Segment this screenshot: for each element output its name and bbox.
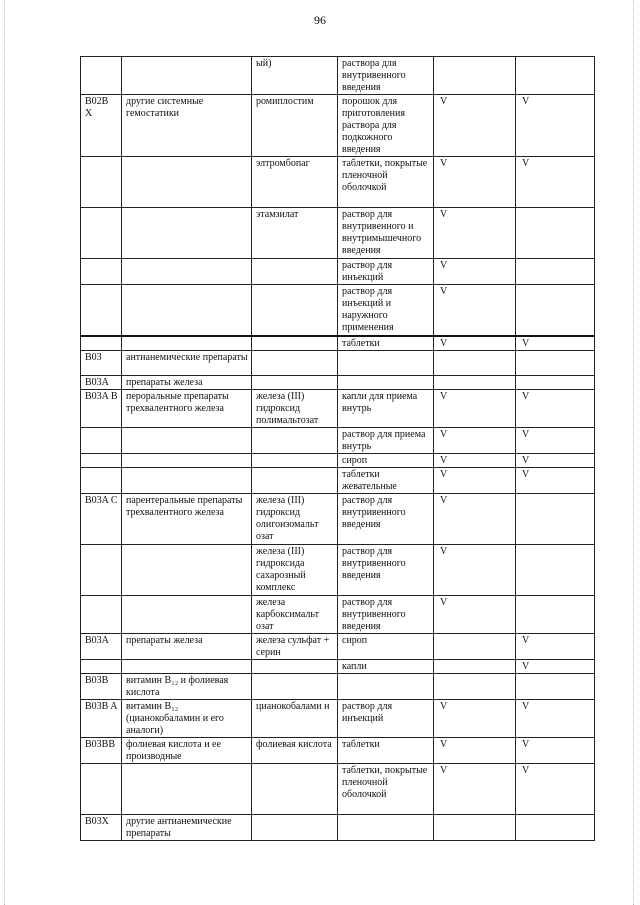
row-mark-col6-cell: V — [516, 633, 595, 659]
table-row — [81, 389, 595, 427]
row-substance-cell — [252, 467, 338, 493]
row-substance-cell: железа сульфат + серин — [252, 633, 338, 659]
row-mark-col6-cell: V — [516, 699, 595, 737]
table-row — [81, 763, 595, 814]
row-code-cell — [81, 259, 122, 285]
row-mark-col6-cell — [516, 350, 595, 375]
table-row — [81, 336, 595, 351]
row-code-cell — [81, 467, 122, 493]
row-substance-cell — [252, 659, 338, 673]
table-row — [81, 259, 595, 285]
row-mark-col6-cell: V — [516, 389, 595, 427]
row-group-cell — [122, 336, 252, 351]
row-mark-col6-cell — [516, 285, 595, 336]
row-mark-col5-cell — [434, 814, 516, 840]
row-substance-cell: ый) — [252, 57, 338, 95]
row-group-cell — [122, 57, 252, 95]
row-mark-col5-cell: V — [434, 157, 516, 208]
row-mark-col6-cell: V — [516, 659, 595, 673]
row-mark-col6-cell: V — [516, 336, 595, 351]
row-mark-col5-cell: V — [434, 95, 516, 157]
row-code-cell — [81, 285, 122, 336]
row-mark-col6-cell — [516, 673, 595, 699]
row-mark-col6-cell — [516, 259, 595, 285]
row-group-cell: витамин B₁₂ (цианокобаламин и его аналоги) — [122, 699, 252, 737]
row-dosage-form-cell: таблетки, покрытые пленочной оболочкой — [338, 763, 434, 814]
row-mark-col6-cell — [516, 595, 595, 633]
row-substance-cell — [252, 285, 338, 336]
row-code-cell: B03B — [81, 673, 122, 699]
row-dosage-form-cell: раствор для внутривенного введения — [338, 544, 434, 595]
row-mark-col6-cell — [516, 493, 595, 544]
row-substance-cell — [252, 673, 338, 699]
row-group-cell — [122, 595, 252, 633]
row-group-cell: фолиевая кислота и ее производные — [122, 737, 252, 763]
row-substance-cell: фолиевая кислота — [252, 737, 338, 763]
row-group-cell — [122, 157, 252, 208]
table-row — [81, 157, 595, 208]
table-row — [81, 350, 595, 375]
row-dosage-form-cell — [338, 814, 434, 840]
row-substance-cell: ромиплостим — [252, 95, 338, 157]
row-group-cell: парентеральные препараты трехвалентного железа — [122, 493, 252, 544]
row-code-cell — [81, 336, 122, 351]
row-mark-col5-cell — [434, 673, 516, 699]
table-row — [81, 659, 595, 673]
row-code-cell — [81, 427, 122, 453]
row-dosage-form-cell: раствор для инъекций — [338, 699, 434, 737]
row-mark-col5-cell: V — [434, 336, 516, 351]
row-group-cell — [122, 467, 252, 493]
row-dosage-form-cell: таблетки жевательные — [338, 467, 434, 493]
row-group-cell — [122, 259, 252, 285]
row-group-cell: витамин B₁₂ и фолиевая кислота — [122, 673, 252, 699]
row-mark-col6-cell: V — [516, 427, 595, 453]
row-code-cell: B03A — [81, 375, 122, 389]
table-row — [81, 633, 595, 659]
row-mark-col6-cell — [516, 544, 595, 595]
row-substance-cell: железа (III) гидроксида сахарозный комплекс — [252, 544, 338, 595]
row-mark-col5-cell: V — [434, 763, 516, 814]
row-mark-col5-cell: V — [434, 285, 516, 336]
row-code-cell — [81, 453, 122, 467]
row-mark-col5-cell: V — [434, 259, 516, 285]
row-mark-col6-cell — [516, 208, 595, 259]
row-mark-col6-cell: V — [516, 453, 595, 467]
row-dosage-form-cell: порошок для приготовления раствора для подкожного введения — [338, 95, 434, 157]
row-dosage-form-cell: раствор для приема внутрь — [338, 427, 434, 453]
row-substance-cell: этамзилат — [252, 208, 338, 259]
table-row — [81, 57, 595, 95]
row-code-cell — [81, 544, 122, 595]
table-row — [81, 453, 595, 467]
row-dosage-form-cell: раствор для внутривенного введения — [338, 595, 434, 633]
row-mark-col6-cell: V — [516, 737, 595, 763]
row-group-cell: препараты железа — [122, 633, 252, 659]
row-dosage-form-cell — [338, 375, 434, 389]
row-group-cell — [122, 285, 252, 336]
row-group-cell: другие антианемические препараты — [122, 814, 252, 840]
row-substance-cell — [252, 259, 338, 285]
row-mark-col5-cell — [434, 57, 516, 95]
table-row — [81, 595, 595, 633]
row-substance-cell — [252, 375, 338, 389]
row-code-cell — [81, 208, 122, 259]
row-group-cell — [122, 659, 252, 673]
row-mark-col5-cell: V — [434, 595, 516, 633]
row-dosage-form-cell: раствор для внутривенного введения — [338, 493, 434, 544]
scan-edge-right — [633, 0, 634, 905]
table-row — [81, 208, 595, 259]
table-row — [81, 699, 595, 737]
row-code-cell: B03B A — [81, 699, 122, 737]
row-dosage-form-cell: капли для приема внутрь — [338, 389, 434, 427]
row-mark-col6-cell: V — [516, 157, 595, 208]
page-number: 96 — [314, 13, 326, 27]
drug-table-body — [81, 57, 595, 841]
table-row — [81, 375, 595, 389]
table-row — [81, 814, 595, 840]
row-dosage-form-cell — [338, 673, 434, 699]
row-dosage-form-cell: таблетки, покрытые пленочной оболочкой — [338, 157, 434, 208]
row-mark-col6-cell: V — [516, 763, 595, 814]
table-row — [81, 544, 595, 595]
row-code-cell: B03X — [81, 814, 122, 840]
row-dosage-form-cell: сироп — [338, 453, 434, 467]
row-dosage-form-cell: сироп — [338, 633, 434, 659]
row-dosage-form-cell — [338, 350, 434, 375]
row-mark-col5-cell: V — [434, 427, 516, 453]
row-mark-col6-cell — [516, 814, 595, 840]
row-group-cell: препараты железа — [122, 375, 252, 389]
row-code-cell — [81, 57, 122, 95]
row-dosage-form-cell: раствора для внутривенного введения — [338, 57, 434, 95]
row-dosage-form-cell: раствор для инъекций и наружного применения — [338, 285, 434, 336]
row-mark-col5-cell: V — [434, 208, 516, 259]
row-dosage-form-cell: раствор для внутривенного и внутримышечного введения — [338, 208, 434, 259]
row-substance-cell: железа карбоксимальт озат — [252, 595, 338, 633]
row-dosage-form-cell: таблетки — [338, 737, 434, 763]
row-code-cell: B03A — [81, 633, 122, 659]
row-mark-col5-cell: V — [434, 453, 516, 467]
row-dosage-form-cell: раствор для инъекций — [338, 259, 434, 285]
row-code-cell — [81, 595, 122, 633]
row-mark-col6-cell: V — [516, 467, 595, 493]
row-group-cell — [122, 453, 252, 467]
row-code-cell — [81, 659, 122, 673]
row-substance-cell — [252, 350, 338, 375]
row-group-cell: антианемические препараты — [122, 350, 252, 375]
row-code-cell — [81, 763, 122, 814]
row-mark-col6-cell — [516, 57, 595, 95]
row-substance-cell — [252, 453, 338, 467]
row-group-cell: пероральные препараты трехвалентного железа — [122, 389, 252, 427]
row-mark-col6-cell — [516, 375, 595, 389]
row-mark-col5-cell: V — [434, 737, 516, 763]
row-group-cell — [122, 544, 252, 595]
table-row — [81, 285, 595, 336]
row-mark-col5-cell: V — [434, 699, 516, 737]
row-code-cell — [81, 157, 122, 208]
row-group-cell — [122, 208, 252, 259]
table-row — [81, 467, 595, 493]
row-dosage-form-cell: капли — [338, 659, 434, 673]
row-substance-cell — [252, 763, 338, 814]
row-code-cell: B03 — [81, 350, 122, 375]
row-substance-cell: цианокобалами н — [252, 699, 338, 737]
row-code-cell: B03A B — [81, 389, 122, 427]
row-substance-cell: элтромбопаг — [252, 157, 338, 208]
row-substance-cell: железа (III) гидроксид олигоизомальт озат — [252, 493, 338, 544]
row-mark-col5-cell — [434, 350, 516, 375]
row-mark-col5-cell — [434, 659, 516, 673]
row-code-cell: B03A C — [81, 493, 122, 544]
row-code-cell: B02B X — [81, 95, 122, 157]
row-mark-col5-cell: V — [434, 493, 516, 544]
table-row — [81, 95, 595, 157]
row-group-cell: другие системные гемостатики — [122, 95, 252, 157]
table-row — [81, 427, 595, 453]
row-mark-col5-cell — [434, 375, 516, 389]
row-mark-col5-cell: V — [434, 544, 516, 595]
row-substance-cell — [252, 427, 338, 453]
table-row — [81, 493, 595, 544]
row-code-cell: B03BB — [81, 737, 122, 763]
row-mark-col6-cell: V — [516, 95, 595, 157]
row-substance-cell: железа (III) гидроксид полимальтозат — [252, 389, 338, 427]
row-mark-col5-cell: V — [434, 467, 516, 493]
row-mark-col5-cell: V — [434, 389, 516, 427]
row-dosage-form-cell: таблетки — [338, 336, 434, 351]
row-substance-cell — [252, 814, 338, 840]
scan-edge-left — [4, 0, 5, 905]
row-group-cell — [122, 763, 252, 814]
row-mark-col5-cell — [434, 633, 516, 659]
table-row — [81, 673, 595, 699]
row-group-cell — [122, 427, 252, 453]
row-substance-cell — [252, 336, 338, 351]
drug-table — [80, 56, 595, 841]
table-row — [81, 737, 595, 763]
